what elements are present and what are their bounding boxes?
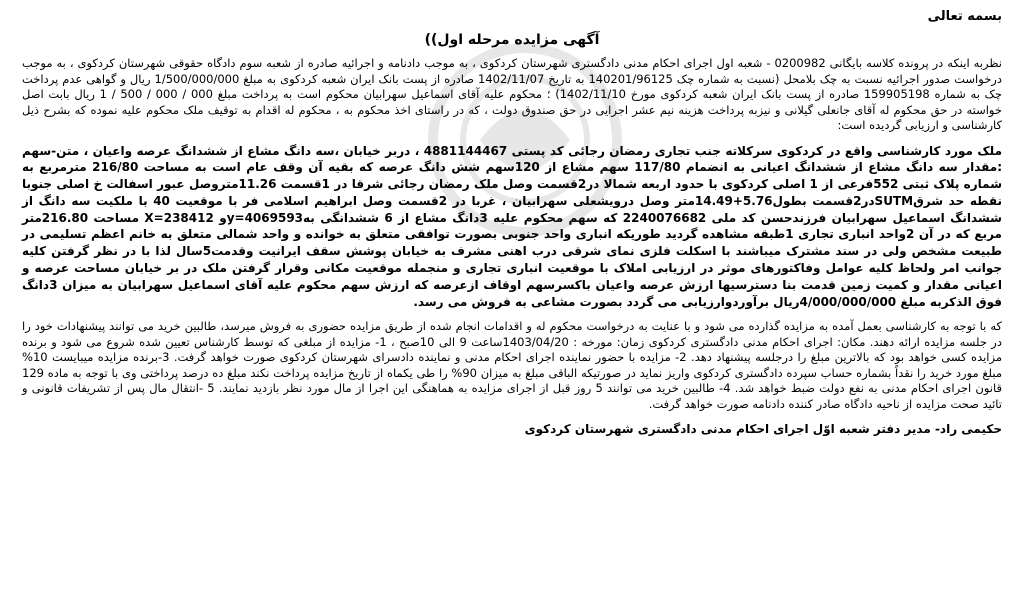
conditions-paragraph: که با توجه به کارشناسی بعمل آمده به مزایده گذارده می شود و با عنایت به درخواست محکوم له و اقدامات انجام شده از طریق مزایده حضوری به فروش میرسد، طالبین خرید می توانند پیشنهادات خود را در جلسه مزایده ارائه دهند. مکان: اجرای احکام مدنی دادگستری کردکوی زمان: مورخه : 1403/04/20ساعت 9 الی 10صبح ، 1- مزایده از مبلغی که توسط کارشناس تعیین شده شروع می شود و برنده مزایده کسی خواهد بود که بالاترین مبلغ را درجلسه پیشنهاد دهد. 2- مزایده با حضور نماینده اجرای احکام مدنی و نماینده دادسرای شهرستان کردکوی صورت خواهد گرفت. 3-برنده مزایده میبایست 10% مبلغ مورد خرید را نقداً بشماره حساب سپرده دادگستری کردکوی واریز نماید در صورتیکه الباقی مبلغ به میزان 90% را طی یکماه از تاریخ مزایده پرداخت نکند مبلغ ده درصد پرداختی وی با توجه به ماده 129 قانون اجرای احکام مدنی به نفع دولت ضبط خواهد شد. 4- طالبین خرید می توانند 5 روز قبل از اجرای مزایده به هماهنگی این اجرا از مال مورد نظر بازدید نمایند. 5 -انتقال مال پس از تشریفات قانونی و تائید صحت مزایده از ناحیه دادگاه صادر کننده دادنامه صورت خواهد گرفت.	[22, 319, 1003, 411]
intro-paragraph: نظربه اینکه در پرونده کلاسه بایگانی 0200982 - شعبه اول اجرای احکام مدنی دادگستری شهرستان کردکوی ، به موجب دادنامه و اجرائیه صادره از شعبه سوم دادگاه حقوقی شهرستان کردکوی ، به موجب درخواست صدور اجرائیه نسبت به چک بلامحل (نسبت به شماره چک 140201/96125 به تاریخ 1402/11/07 صادره از پست بانک ایران شعبه کردکوی به مبلغ 1/500/000/000 ریال و گواهی عدم پرداخت چک به شماره 159905198 صادره از پست بانک ایران شعبه کردکوی مورخ 1402/11/10) ؛ محکوم علیه آقای اسماعیل سهرابیان محکوم است به پرداخت مبلغ 000 / 000 / 500 / 1 ریال بابت اصل خواسته در حق محکوم له آقای جانعلی گیلانی و نیزبه پرداخت هزینه نیم عشر اجرایی در حق صندوق دولت ، که در راستای اخذ محکوم به ، محکوم له اقدام به توقیف ملک محکوم علیه نموده که بشرح ذیل کارشناسی و ارزیابی گردیده است:	[22, 56, 1003, 132]
bismillah-heading: بسمه تعالی	[927, 9, 1002, 24]
signature-line: حکیمی راد- مدیر دفتر شعبه اوّل اجرای احکام مدنی دادگستری شهرستان کردکوی	[524, 422, 1002, 437]
notice-title: آگهی مزایده مرحله اول))	[424, 32, 600, 48]
property-paragraph: ملک مورد کارشناسی واقع در کردکوی سرکلاته جنب تجاری رمضان رجائی کد پستی 4881144467 ، دربر خیابان ،سه دانگ مشاع از ششدانگ عرصه واعیان ، متن-سهم :مقدار سه دانگ مشاع از ششدانگ اعیانی به انضمام 117/80 سهم مشاع از 120سهم شش دانگ عرصه که بقیه آن وقف عام است به مساحت 216/80 مترمربع به شماره پلاک ثبتی 552فرعی از 1 اصلی کردکوی با حدود اربعه شمالا در2قسمت وصل ملک رمضان رجائی شرقا در 1قسمت 11.26متروصل عبور اسفالت خ اصلی جنوبا نقطه حد شرقSUTMدر2قسمت بطول5.76+14.49متر وصل درویشعلی سهرابیان ، غربا در 2قسمت وصل ابراهیم اسلامی فر با موقعیت 40 با ملکیت سه دانگ از ششدانگ اسماعیل سهرابیان فرزندحسن کد ملی 2240076682 که سهم محکوم علیه 3دانگ مشاع از 6 ششدانگی بهy=4069593و X=238412 مساحت 216.80متر مربع که در آن 2واحد انباری تجاری 1طبقه مشاهده گردید طوریکه انباری واحد جنوبی بصورت توافقی متعلق به خوانده و واحد شمالی متعلق به خانم اعظم تسلیمی در طبیعت مشخص ولی در سند مشترک میباشند با اسکلت فلزی نمای شرقی درب اهنی مشرف به خیابان پوشش سقف ایرانیت وقدمت5سال لذا با در نظر گرفتن کلیه جوانب امر ولحاظ کلیه عوامل وفاکتورهای موثر در ارزیابی املاک با موقعیت انباری تجاری و منجمله موقعیت مکانی وقرار گرفتن ملک در بر خیابان مساحت عرصه و اعیانی مقدار و کمیت زمین قدمت بنا دسترسیها ارزش عرصه واعیان باکسرسهم اوقاف ازعرصه که ارزش سهم محکوم علیه آقای اسماعیل سهرابیان به میزان 3دانگ فوق الذکربه مبلغ 4/000/000/000ریال برآوردوارزیابی می گردد بصورت مشاعی به فروش می رسد.	[22, 143, 1003, 309]
